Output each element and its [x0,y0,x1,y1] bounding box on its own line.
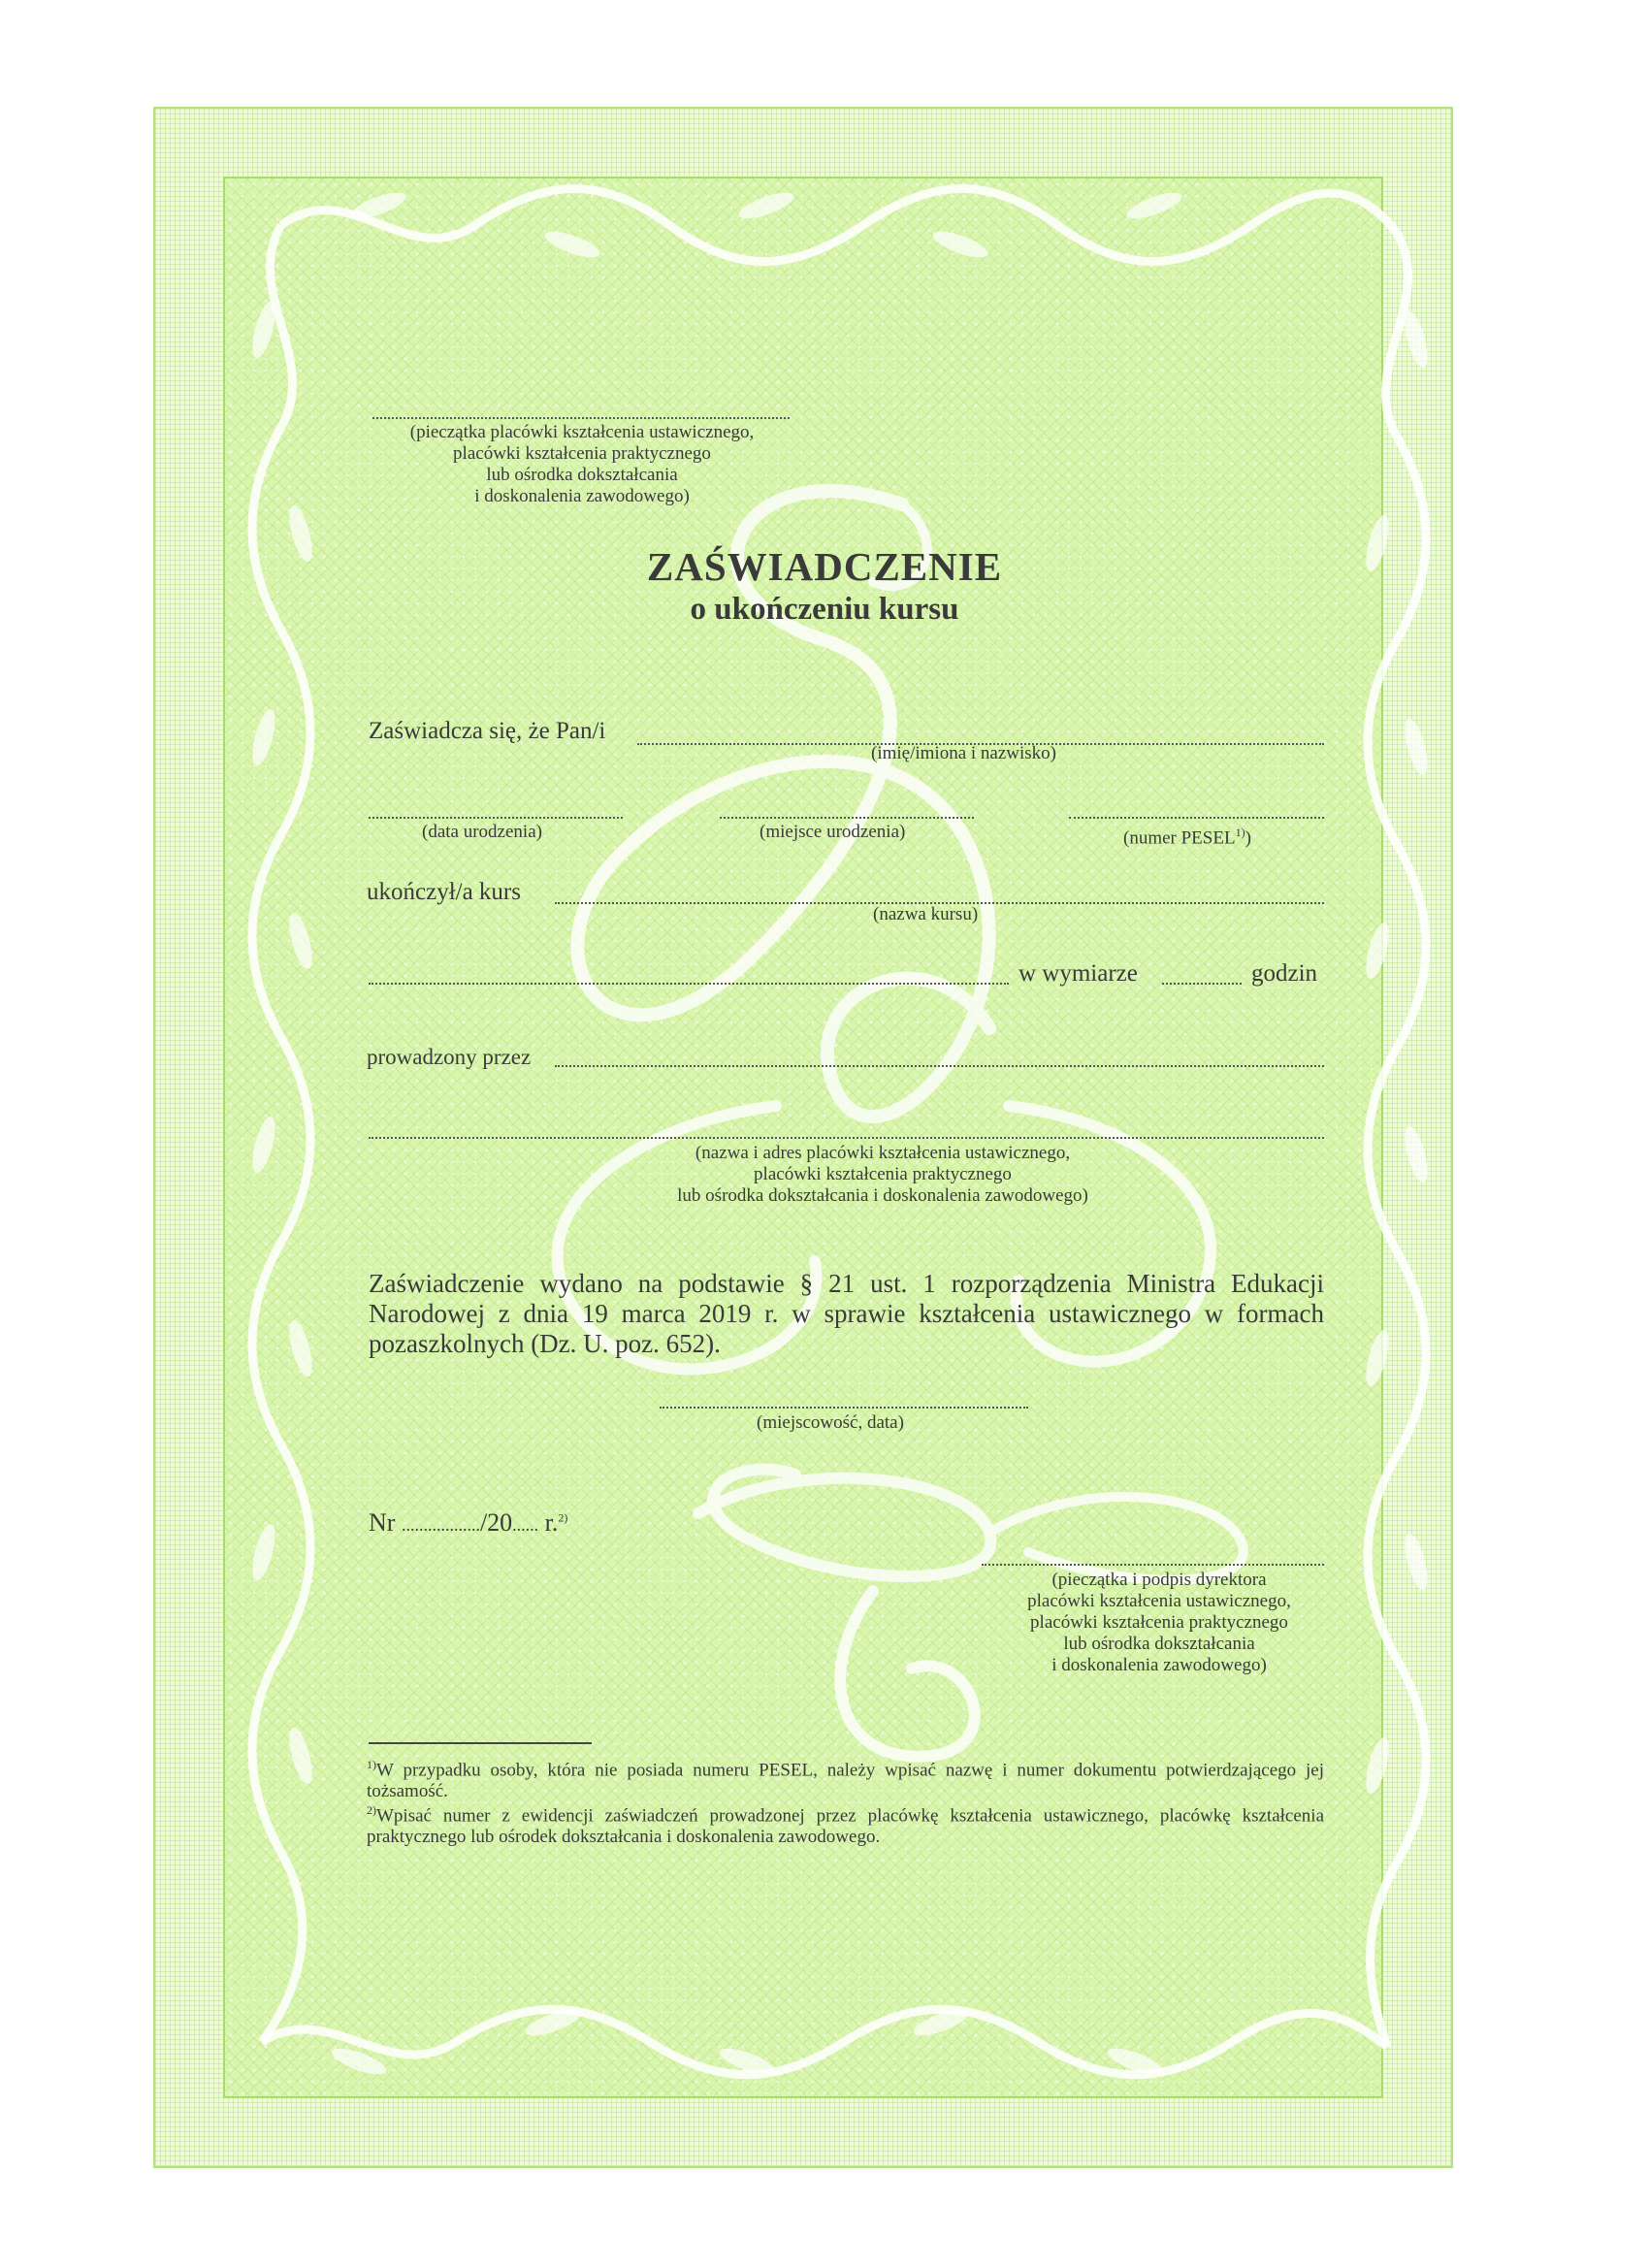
stamp-caption-line: (pieczątka placówki kształcenia ustawicznego, [409,422,755,442]
stamp-dotted-line[interactable] [372,417,790,419]
footnote-2 [367,1799,1324,1848]
name-caption: (imię/imiona i nazwisko) [871,743,1057,763]
number-prefix: Nr [369,1508,396,1537]
number-year-prefix: /20 [479,1508,513,1537]
birth-place-caption: (miejsce urodzenia) [760,822,906,842]
scope-label: w wymiarze [1018,960,1138,987]
place-date-caption: (miejscowość, data) [757,1412,904,1433]
birth-date-caption: (data urodzenia) [422,822,542,842]
course-name-continued-input[interactable] [369,983,1009,985]
pesel-caption-text: (numer PESEL [1123,827,1236,849]
footnote-1 [367,1754,1324,1802]
number-suffix: r. [544,1508,559,1537]
number-dots: .................. [401,1515,480,1535]
birth-date-input[interactable] [369,817,623,819]
signature-caption-line: (pieczątka i podpis dyrektora [1051,1570,1267,1590]
signature-caption-line: placówki kształcenia praktycznego [1030,1612,1288,1633]
institution-input[interactable] [555,1065,1324,1067]
document-subtitle: o ukończeniu kursu [690,592,959,627]
certify-label: Zaświadcza się, że Pan/i [369,718,606,744]
stamp-caption-line: i doskonalenia zawodowego) [474,486,690,506]
signature-line[interactable] [982,1564,1324,1566]
signature-caption-line: placówki kształcenia ustawicznego, [1027,1591,1291,1611]
stamp-caption [349,422,815,507]
hours-input[interactable] [1162,983,1242,985]
footnote-1-text: W przypadku osoby, która nie posiada numeru PESEL, należy wpisać nazwę i numer dokumentu potwierdzającego jej tożsamość. [367,1760,1324,1802]
institution-caption-line: (nazwa i adres placówki kształcenia ustawicznego, [695,1143,1071,1163]
footnote-divider [369,1742,592,1744]
legal-basis-text: Zaświadczenie wydano na podstawie § 21 ust. 1 rozporządzenia Ministra Edukacji Narodowej z dnia 19 marca 2019 r. w sprawie kształcenia ustawicznego w formach pozaszkolnych (Dz. U. poz. 652). [369,1269,1324,1358]
register-number[interactable] [369,1508,567,1538]
completed-label: ukończył/a kurs [367,879,521,905]
run-by-label: prowadzony przez [367,1045,532,1069]
signature-caption-line: lub ośrodka dokształcania [1063,1634,1255,1654]
place-date-input[interactable] [660,1407,1028,1409]
signature-caption [960,1570,1358,1676]
footnote-2-mark: 2) [367,1803,376,1817]
stamp-caption-line: placówki kształcenia praktycznego [453,443,711,464]
footnote-2-text: Wpisać numer z ewidencji zaświadczeń prowadzonej przez placówkę kształcenia ustawicznego, placówkę kształcenia praktycznego lub ośrodek dokształcania i doskonalenia zawodowego. [367,1805,1324,1848]
footnote-1-mark: 1) [367,1758,376,1771]
hours-label: godzin [1251,960,1318,987]
institution-caption-line: placówki kształcenia praktycznego [754,1164,1012,1184]
institution-address-input[interactable] [369,1137,1324,1139]
pesel-input[interactable] [1069,817,1324,819]
pesel-caption [1123,822,1251,849]
number-footnote-mark: 2) [558,1510,568,1525]
institution-caption [543,1143,1222,1207]
course-caption: (nazwa kursu) [873,904,979,924]
stamp-caption-line: lub ośrodka dokształcania [486,465,678,485]
document-title: ZAŚWIADCZENIE [646,544,1003,589]
institution-caption-line: lub ośrodka dokształcania i doskonalenia zawodowego) [677,1185,1088,1206]
pesel-footnote-mark: 1) [1235,826,1245,839]
signature-caption-line: i doskonalenia zawodowego) [1051,1655,1267,1675]
number-dots: ...... [512,1515,539,1535]
birth-place-input[interactable] [720,817,974,819]
pesel-caption-end: ) [1245,827,1251,849]
